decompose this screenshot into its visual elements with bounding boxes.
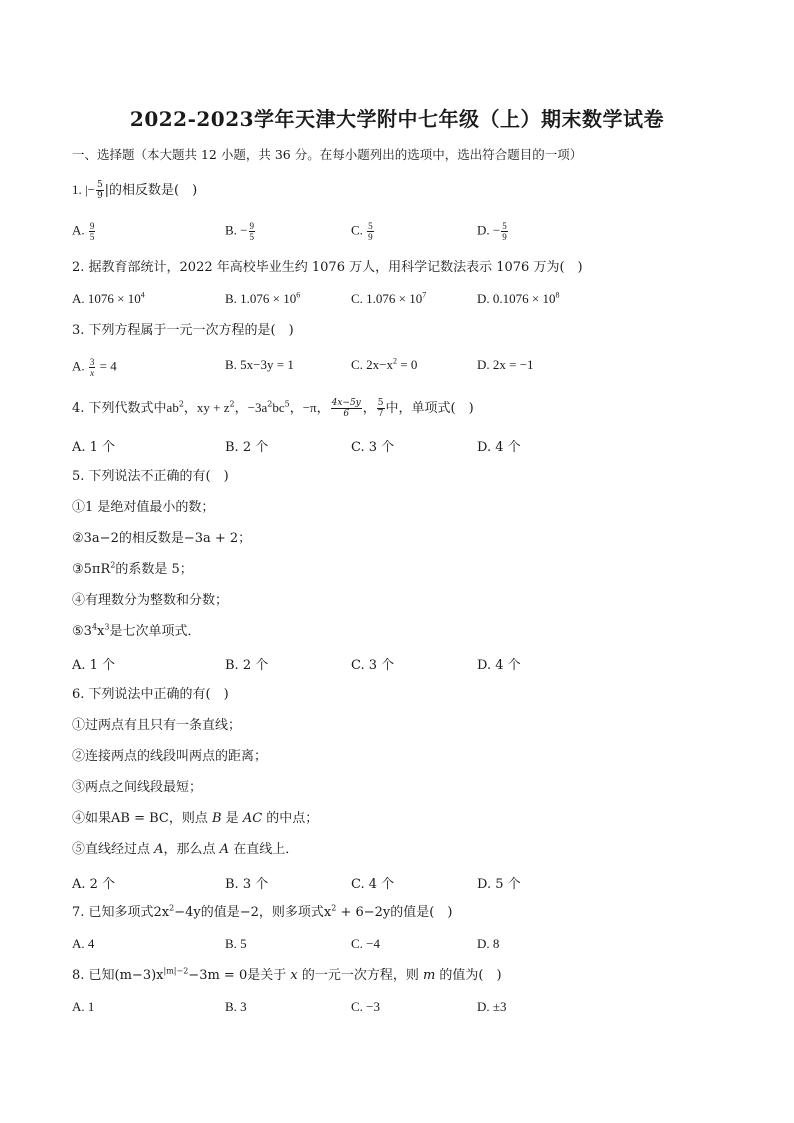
q6-statement-4: ④如果AB = BC，则点 B 是 AC 的中点；	[72, 811, 319, 826]
q5-options	[72, 654, 672, 676]
q1-options	[72, 221, 672, 243]
q6-options	[72, 873, 672, 895]
q5-option-d[interactable]: D. 4 个	[477, 658, 521, 673]
question-6: 6. 下列说法中正确的有( )	[72, 687, 229, 702]
q3-option-b[interactable]: B. 5x−3y = 1	[225, 357, 294, 372]
q1-option-a[interactable]: A. $\frac{9}{5}$	[72, 221, 95, 242]
q7-option-d[interactable]: D. 8	[477, 936, 500, 951]
q6-option-c[interactable]: C. 4 个	[351, 877, 395, 892]
question-4: 4. 下列代数式中$ab^2$，xy + $z^2$，$-3a^2bc^5$，−π， $\frac{4x-5y}{6}$ ， $\frac{5}{7}$ 中，单项式( )	[72, 398, 474, 419]
q5-statement-2: ②3a−2的相反数是−3a + 2；	[72, 531, 252, 546]
q5-option-a[interactable]: A. 1 个	[72, 658, 116, 673]
q4-fraction-1: $\frac{4x-5y}{6}$	[331, 398, 361, 419]
q1-prefix: 1. |−	[72, 182, 95, 197]
q5-statement-5: $⑤3^4x^3$是七次单项式．	[72, 622, 201, 639]
q3-option-d[interactable]: D. 2x = −1	[477, 357, 534, 372]
q7-option-c[interactable]: C. −4	[351, 936, 381, 951]
question-7: 7. 已知多项式$2x^2-4y$的值是−2，则多项式$x^2 + 6-2y$的值是( )	[72, 903, 453, 920]
q5-option-b[interactable]: B. 2 个	[225, 658, 269, 673]
q4-fraction-2: $\frac{5}{7}$	[377, 398, 384, 419]
question-2: 2. 据教育部统计，2022 年高校毕业生约 1076 万人，用科学记数法表示 1076 万为( )	[72, 260, 583, 275]
section-heading: 一、选择题（本大题共 12 小题，共 36 分。在每小题列出的选项中，选出符合题目的一项）	[72, 147, 583, 162]
q6-statement-1: ①过两点有且只有一条直线；	[72, 718, 242, 733]
q5-statement-1: ①1 是绝对值最小的数；	[72, 500, 215, 515]
q6-statement-5: ⑤直线经过点 A，那么点 A 在直线上．	[72, 842, 299, 857]
q3-option-c[interactable]: C. $2x-x^2 = 0$	[351, 356, 418, 372]
q6-statement-3: ③两点之间线段最短；	[72, 780, 203, 795]
q2-option-c[interactable]: C. $1.076 \times 10^7$	[351, 290, 427, 306]
q8-option-a[interactable]: A. 1	[72, 999, 95, 1014]
q6-option-b[interactable]: B. 3 个	[225, 877, 269, 892]
question-1	[72, 180, 197, 201]
q5-statement-3: $③5\pi R^2$的系数是 5；	[72, 560, 193, 577]
q8-options	[72, 999, 672, 1021]
q7-option-a[interactable]: A. 4	[72, 936, 95, 951]
q1-suffix: |的相反数是( )	[104, 183, 198, 198]
q8-option-d[interactable]: D. ±3	[477, 999, 507, 1014]
q5-statement-4: ④有理数分为整数和分数；	[72, 593, 229, 608]
q6-statement-2: ②连接两点的线段叫两点的距离；	[72, 749, 268, 764]
exam-title: 2022-2023学年天津大学附中七年级（上）期末数学试卷	[129, 107, 665, 131]
q2-option-a[interactable]: A. $1076 \times 10^4$	[72, 290, 145, 306]
q8-option-b[interactable]: B. 3	[225, 999, 247, 1014]
q1-option-c[interactable]: C. $\frac{5}{9}$	[351, 221, 373, 242]
q4-option-d[interactable]: D. 4 个	[477, 440, 521, 455]
q2-options	[72, 291, 672, 313]
q4-option-b[interactable]: B. 2 个	[225, 440, 269, 455]
q6-option-d[interactable]: D. 5 个	[477, 877, 521, 892]
q4-option-a[interactable]: A. 1 个	[72, 440, 116, 455]
q7-option-b[interactable]: B. 5	[225, 936, 247, 951]
q7-options	[72, 936, 672, 958]
q3-option-a[interactable]: A. $\frac{3}{x}$ = 4	[72, 357, 117, 378]
q1-fraction: $\frac{5}{9}$	[96, 180, 103, 201]
q2-option-b[interactable]: B. $1.076 \times 10^6$	[225, 290, 301, 306]
q1-option-d[interactable]: D. − $\frac{5}{9}$	[477, 221, 507, 242]
question-5: 5. 下列说法不正确的有( )	[72, 469, 229, 484]
q3-options	[72, 357, 672, 379]
q8-option-c[interactable]: C. −3	[351, 999, 381, 1014]
q2-option-d[interactable]: D. $0.1076 \times 10^8$	[477, 290, 560, 306]
question-8: 8. 已知$(m-3)x^{|m|-2}-3m = 0$是关于 x 的一元一次方程，则 m 的值为( )	[72, 966, 502, 983]
q1-option-b[interactable]: B. − $\frac{9}{5}$	[225, 221, 255, 242]
q4-options	[72, 436, 672, 458]
q6-option-a[interactable]: A. 2 个	[72, 877, 116, 892]
question-3: 3. 下列方程属于一元一次方程的是( )	[72, 323, 294, 338]
q5-option-c[interactable]: C. 3 个	[351, 658, 395, 673]
q4-option-c[interactable]: C. 3 个	[351, 440, 395, 455]
